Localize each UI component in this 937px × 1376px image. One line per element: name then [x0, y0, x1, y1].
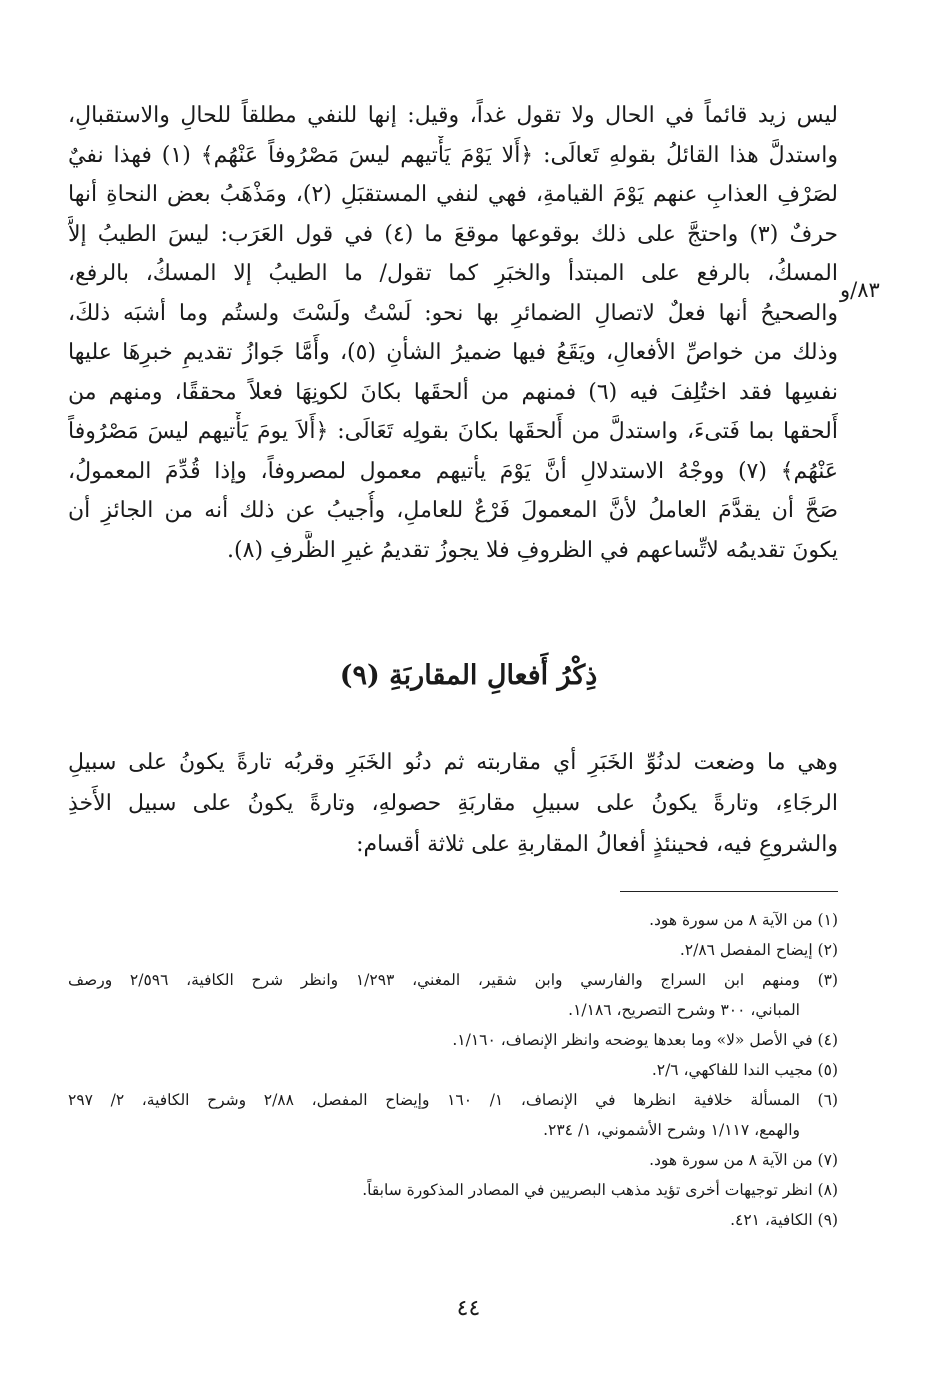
footnote: (٤) في الأصل «لا» وما بعدها يوضحه وانظر الإنصاف، ١/١٦٠.	[452, 1031, 838, 1049]
main-paragraph	[68, 96, 838, 570]
text-line: حرفٌ (٣) واحتجَّ على ذلك بوقوعها موقعَ ما (٤) في قول العَرَب: ليسَ الطيبُ إلاَّ	[68, 221, 838, 247]
text-line: نفسِها فقد اختُلِفَ فيه (٦) فمنهم من ألحقَها بكانَ لكونِهَا فعلاً محققًا، ومنهم من	[68, 379, 838, 405]
footnote: (٩) الكافية، ٤٢١.	[730, 1211, 838, 1229]
text-line: والشروعِ فيه، فحينئذٍ أفعالُ المقاربةِ على ثلاثة أقسام:	[356, 832, 838, 857]
second-paragraph	[68, 742, 838, 865]
text-line: والصحيحُ أنها فعلٌ لاتصالِ الضمائرِ بها نحو: لَسْتُ ولَسْتَ ولستُم وما أشبَه ذلكَ،	[68, 300, 838, 326]
text-line: لصَرْفِ العذابِ عنهم يَوْمَ القيامةِ، فهي لنفي المستقبَلِ (٢)، ومَذْهَبُ بعض النحاةِ أنها	[68, 182, 838, 207]
text-line: واستدلَّ هذا القائلُ بقولهِ تَعالَى: ﴿أَلا يَوْمَ يَأْتيهم ليسَ مَصْرُوفاً عَنْهُم﴾ (١) فهذا نفيٌ	[68, 142, 838, 168]
page-number: ٤٤	[456, 1296, 481, 1321]
footnote: (٧) من الآية ٨ من سورة هود.	[649, 1151, 838, 1169]
text-line: الرجَاءِ، وتارةً يكونُ على سبيلِ مقاربَةِ حصولهِ، وتارةً يكونُ على سبيل الأَخذِ	[68, 791, 838, 816]
footnote: والهمع، ١/١١٧ وشرح الأشموني، ١/ ٢٣٤.	[543, 1121, 800, 1139]
footnote: (٣) ومنهم ابن السراج والفارسي وابن شقير، المغني، ١/٢٩٣ وانظر شرح الكافية، ٢/٥٩٦ ورصف	[68, 971, 838, 989]
text-line: المسكُ، بالرفع على المبتدأ والخبَرِ كما تقول/ ما الطيبُ إلا المسكُ، بالرفع،	[68, 261, 838, 286]
margin-folio-marker: ٨٣/و	[840, 278, 880, 302]
text-line: ليس زيد قائماً في الحال ولا تقول غداً، وقيل: إنها للنفي مطلقاً للحالِ والاستقبالِ،	[68, 103, 838, 128]
footnote: (١) من الآية ٨ من سورة هود.	[649, 911, 838, 929]
text-line: يكونَ تقديمُه لاتِّساعهم في الظروفِ فلا يجوزُ تقديمُ غيرِ الظَّرفِ (٨).	[227, 537, 838, 563]
footnote: المباني، ٣٠٠ وشرح التصريح، ١/١٨٦.	[568, 1001, 800, 1019]
footnote: (٦) المسألة خلافية انظرها في الإنصاف، ١/ ١٦٠ وإيضاح المفصل، ٢/٨٨ وشرح الكافية، ٢/ ٢٩٧	[68, 1091, 838, 1109]
text-line: أَلحقها بما فَتىءَ، واستدلَّ من أَلحقَها بكانَ بقولِه تَعَالَى: ﴿أَلاَ يومَ يَأْتيهم ليسَ مَصْرُوفاً	[68, 419, 838, 444]
text-line: وذلك من خواصِّ الأفعالِ، ويَقَعُ فيها ضميرُ الشأنِ (٥)، وأَمَّا جَوازُ تقديمِ خبرِهَا عليها	[68, 340, 838, 365]
text-line: صَحَّ أن يقدَّمَ العاملُ لأنَّ المعمولَ فَرْعٌ للعاملِ، وأُجيبُ عن ذلك أنه من الجائزِ أن	[68, 498, 838, 523]
text-line: عَنْهُم﴾ (٧) ووجْهُ الاستدلالِ أنَّ يَوْمَ يأتيهم معمول لمصروفاً، وإذا قُدِّمَ المعمولُ،	[68, 458, 838, 484]
footnote: (٨) انظر توجيهات أخرى تؤيد مذهب البصريين في المصادر المذكورة سابقاً.	[362, 1181, 838, 1199]
section-heading: ذِكْرُ أَفعالِ المقاربَةِ (٩)	[339, 660, 598, 691]
footnote: (٢) إيضاح المفصل ٢/٨٦.	[679, 941, 838, 959]
footnote: (٥) مجيب الندا للفاكهي، ٢/٦.	[651, 1061, 838, 1079]
footnote-separator	[620, 891, 838, 892]
text-line: وهي ما وضعت لدنُوِّ الخَبَرِ أي مقاربته ثم دنُو الخَبَرِ وقربُه تارةً يكونُ على سبيلِ	[68, 750, 838, 775]
footnotes	[68, 905, 838, 1235]
